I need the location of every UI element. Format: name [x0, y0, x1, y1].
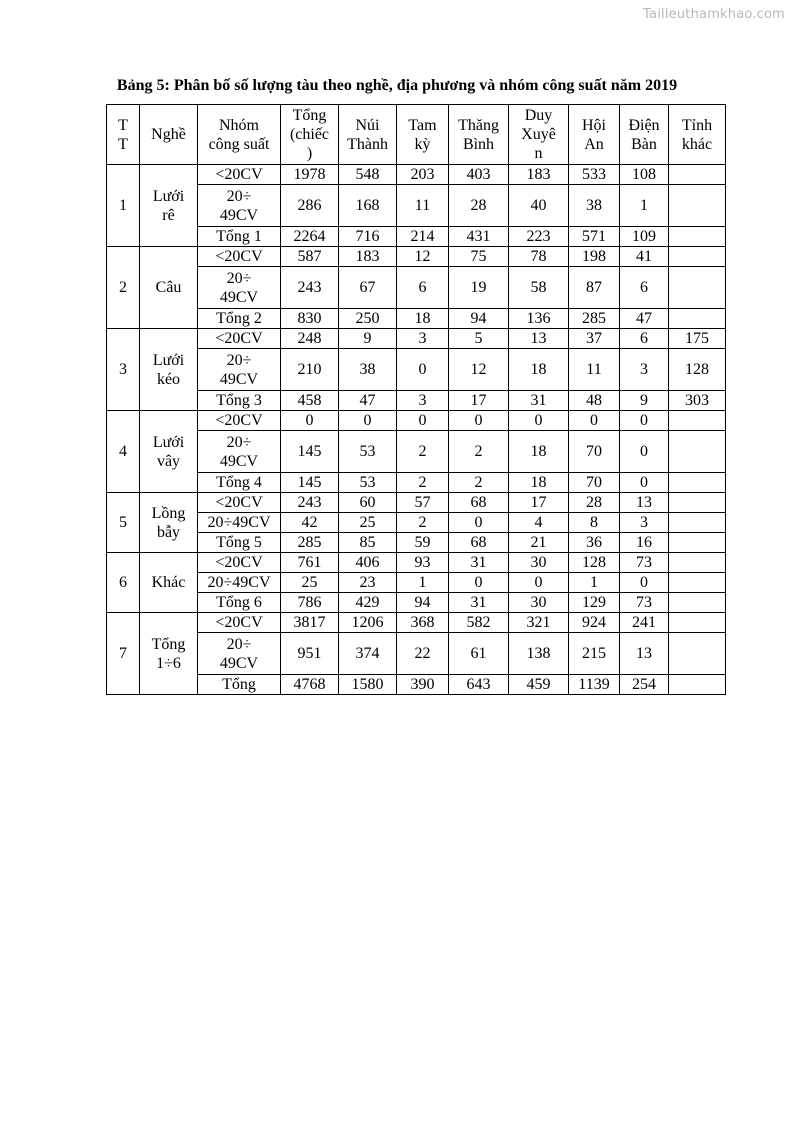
cell-hoi-an: 38: [569, 185, 620, 227]
cell-nhom-cong-suat: Tổng 2: [198, 309, 281, 329]
cell-nui-thanh: 0: [339, 411, 397, 431]
cell-nhom-cong-suat: 20÷ 49CV: [198, 633, 281, 675]
cell-tinh-khac: [669, 675, 726, 695]
cell-tong: 458: [281, 391, 339, 411]
cell-dien-ban: 6: [620, 329, 669, 349]
cell-hoi-an: 198: [569, 247, 620, 267]
cell-tong: 210: [281, 349, 339, 391]
cell-dien-ban: 73: [620, 593, 669, 613]
cell-nghe: Lồng bẫy: [140, 493, 198, 553]
cell-tam-ky: 214: [397, 227, 449, 247]
cell-tong: 2264: [281, 227, 339, 247]
cell-thang-binh: 68: [449, 533, 509, 553]
cell-duy-xuyen: 183: [509, 165, 569, 185]
cell-nhom-cong-suat: <20CV: [198, 493, 281, 513]
cell-nghe: Lưới vây: [140, 411, 198, 493]
cell-tam-ky: 1: [397, 573, 449, 593]
cell-nhom-cong-suat: 20÷49CV: [198, 573, 281, 593]
cell-thang-binh: 28: [449, 185, 509, 227]
vessel-distribution-table: [106, 104, 726, 695]
cell-thang-binh: 12: [449, 349, 509, 391]
cell-tong: 786: [281, 593, 339, 613]
cell-thang-binh: 403: [449, 165, 509, 185]
cell-nui-thanh: 23: [339, 573, 397, 593]
cell-duy-xuyen: 138: [509, 633, 569, 675]
header-thang-binh: Thăng Bình: [449, 105, 509, 165]
cell-dien-ban: 3: [620, 349, 669, 391]
cell-hoi-an: 11: [569, 349, 620, 391]
cell-nhom-cong-suat: <20CV: [198, 411, 281, 431]
cell-thang-binh: 2: [449, 431, 509, 473]
cell-duy-xuyen: 40: [509, 185, 569, 227]
cell-nui-thanh: 60: [339, 493, 397, 513]
cell-thang-binh: 0: [449, 513, 509, 533]
cell-nui-thanh: 250: [339, 309, 397, 329]
cell-hoi-an: 1139: [569, 675, 620, 695]
cell-duy-xuyen: 17: [509, 493, 569, 513]
cell-duy-xuyen: 0: [509, 573, 569, 593]
cell-nui-thanh: 47: [339, 391, 397, 411]
table-row: [107, 391, 726, 411]
cell-hoi-an: 285: [569, 309, 620, 329]
cell-nhom-cong-suat: <20CV: [198, 553, 281, 573]
cell-thang-binh: 2: [449, 473, 509, 493]
cell-tam-ky: 18: [397, 309, 449, 329]
cell-tinh-khac: [669, 309, 726, 329]
cell-tam-ky: 6: [397, 267, 449, 309]
cell-duy-xuyen: 18: [509, 473, 569, 493]
cell-hoi-an: 8: [569, 513, 620, 533]
cell-tam-ky: 0: [397, 411, 449, 431]
table-row: [107, 329, 726, 349]
cell-thang-binh: 0: [449, 573, 509, 593]
cell-nhom-cong-suat: 20÷ 49CV: [198, 267, 281, 309]
cell-tam-ky: 12: [397, 247, 449, 267]
cell-thang-binh: 19: [449, 267, 509, 309]
cell-dien-ban: 0: [620, 573, 669, 593]
cell-duy-xuyen: 31: [509, 391, 569, 411]
cell-thang-binh: 31: [449, 593, 509, 613]
header-row: [107, 105, 726, 165]
cell-tinh-khac: [669, 493, 726, 513]
cell-duy-xuyen: 58: [509, 267, 569, 309]
cell-tam-ky: 57: [397, 493, 449, 513]
table-row: [107, 309, 726, 329]
cell-tong: 761: [281, 553, 339, 573]
cell-nhom-cong-suat: 20÷ 49CV: [198, 431, 281, 473]
cell-nui-thanh: 1580: [339, 675, 397, 695]
cell-hoi-an: 533: [569, 165, 620, 185]
cell-tt: 4: [107, 411, 140, 493]
cell-duy-xuyen: 21: [509, 533, 569, 553]
cell-tinh-khac: [669, 573, 726, 593]
cell-duy-xuyen: 30: [509, 593, 569, 613]
cell-hoi-an: 70: [569, 431, 620, 473]
cell-duy-xuyen: 13: [509, 329, 569, 349]
cell-duy-xuyen: 78: [509, 247, 569, 267]
cell-dien-ban: 241: [620, 613, 669, 633]
cell-dien-ban: 73: [620, 553, 669, 573]
cell-hoi-an: 924: [569, 613, 620, 633]
cell-hoi-an: 37: [569, 329, 620, 349]
cell-thang-binh: 75: [449, 247, 509, 267]
cell-hoi-an: 129: [569, 593, 620, 613]
cell-tinh-khac: [669, 613, 726, 633]
cell-nhom-cong-suat: <20CV: [198, 165, 281, 185]
cell-tinh-khac: [669, 165, 726, 185]
cell-tong: 145: [281, 473, 339, 493]
cell-dien-ban: 109: [620, 227, 669, 247]
cell-nui-thanh: 183: [339, 247, 397, 267]
cell-tinh-khac: [669, 533, 726, 553]
cell-nhom-cong-suat: Tổng 5: [198, 533, 281, 553]
cell-thang-binh: 17: [449, 391, 509, 411]
cell-tam-ky: 3: [397, 329, 449, 349]
cell-duy-xuyen: 223: [509, 227, 569, 247]
cell-tinh-khac: [669, 431, 726, 473]
cell-nui-thanh: 548: [339, 165, 397, 185]
cell-tinh-khac: [669, 227, 726, 247]
table-row: [107, 613, 726, 633]
cell-nhom-cong-suat: Tổng 4: [198, 473, 281, 493]
cell-tam-ky: 2: [397, 473, 449, 493]
cell-duy-xuyen: 136: [509, 309, 569, 329]
table-row: [107, 573, 726, 593]
cell-tong: 951: [281, 633, 339, 675]
cell-dien-ban: 254: [620, 675, 669, 695]
cell-tong: 830: [281, 309, 339, 329]
cell-hoi-an: 48: [569, 391, 620, 411]
cell-dien-ban: 0: [620, 431, 669, 473]
cell-duy-xuyen: 459: [509, 675, 569, 695]
cell-tong: 243: [281, 493, 339, 513]
cell-tong: 243: [281, 267, 339, 309]
cell-nui-thanh: 374: [339, 633, 397, 675]
cell-tong: 286: [281, 185, 339, 227]
header-dien-ban: Điện Bàn: [620, 105, 669, 165]
cell-thang-binh: 94: [449, 309, 509, 329]
cell-nui-thanh: 53: [339, 473, 397, 493]
table-row: [107, 513, 726, 533]
table-row: [107, 473, 726, 493]
table-row: [107, 593, 726, 613]
cell-nhom-cong-suat: 20÷49CV: [198, 513, 281, 533]
cell-nhom-cong-suat: 20÷ 49CV: [198, 185, 281, 227]
cell-tinh-khac: [669, 593, 726, 613]
table-row: [107, 267, 726, 309]
cell-tinh-khac: 303: [669, 391, 726, 411]
cell-hoi-an: 28: [569, 493, 620, 513]
table-row: [107, 411, 726, 431]
cell-tam-ky: 93: [397, 553, 449, 573]
table-row: [107, 553, 726, 573]
cell-tong: 145: [281, 431, 339, 473]
header-nui-thanh: Núi Thành: [339, 105, 397, 165]
cell-tong: 1978: [281, 165, 339, 185]
cell-nhom-cong-suat: <20CV: [198, 329, 281, 349]
table-row: [107, 633, 726, 675]
cell-tinh-khac: [669, 185, 726, 227]
cell-hoi-an: 36: [569, 533, 620, 553]
cell-nghe: Câu: [140, 247, 198, 329]
table-row: [107, 247, 726, 267]
cell-dien-ban: 47: [620, 309, 669, 329]
table-row: [107, 675, 726, 695]
cell-tinh-khac: 128: [669, 349, 726, 391]
cell-tam-ky: 59: [397, 533, 449, 553]
cell-tinh-khac: [669, 553, 726, 573]
cell-tong: 25: [281, 573, 339, 593]
cell-tam-ky: 3: [397, 391, 449, 411]
cell-dien-ban: 0: [620, 473, 669, 493]
cell-tong: 285: [281, 533, 339, 553]
cell-tinh-khac: [669, 411, 726, 431]
cell-dien-ban: 6: [620, 267, 669, 309]
cell-tam-ky: 11: [397, 185, 449, 227]
cell-tinh-khac: [669, 247, 726, 267]
cell-nhom-cong-suat: 20÷ 49CV: [198, 349, 281, 391]
table-row: [107, 349, 726, 391]
cell-nui-thanh: 168: [339, 185, 397, 227]
cell-nui-thanh: 53: [339, 431, 397, 473]
cell-tam-ky: 0: [397, 349, 449, 391]
header-tong: Tổng (chiếc ): [281, 105, 339, 165]
cell-tt: 2: [107, 247, 140, 329]
header-hoi-an: Hội An: [569, 105, 620, 165]
cell-dien-ban: 1: [620, 185, 669, 227]
cell-nui-thanh: 429: [339, 593, 397, 613]
cell-tt: 5: [107, 493, 140, 553]
header-nghe: Nghề: [140, 105, 198, 165]
cell-nhom-cong-suat: Tổng 6: [198, 593, 281, 613]
cell-hoi-an: 87: [569, 267, 620, 309]
watermark: Tailieuthamkhao.com: [643, 7, 785, 22]
cell-tt: 6: [107, 553, 140, 613]
cell-tinh-khac: [669, 633, 726, 675]
cell-tong: 0: [281, 411, 339, 431]
cell-thang-binh: 61: [449, 633, 509, 675]
cell-dien-ban: 0: [620, 411, 669, 431]
cell-hoi-an: 0: [569, 411, 620, 431]
cell-tt: 3: [107, 329, 140, 411]
cell-duy-xuyen: 30: [509, 553, 569, 573]
table-row: [107, 431, 726, 473]
cell-nhom-cong-suat: <20CV: [198, 613, 281, 633]
cell-nhom-cong-suat: <20CV: [198, 247, 281, 267]
cell-tinh-khac: [669, 267, 726, 309]
cell-tong: 3817: [281, 613, 339, 633]
cell-dien-ban: 41: [620, 247, 669, 267]
cell-thang-binh: 5: [449, 329, 509, 349]
cell-nui-thanh: 9: [339, 329, 397, 349]
cell-dien-ban: 3: [620, 513, 669, 533]
cell-nghe: Lưới rê: [140, 165, 198, 247]
cell-nghe: Khác: [140, 553, 198, 613]
cell-tam-ky: 203: [397, 165, 449, 185]
cell-dien-ban: 13: [620, 493, 669, 513]
cell-dien-ban: 16: [620, 533, 669, 553]
cell-duy-xuyen: 18: [509, 431, 569, 473]
header-tam-ky: Tam kỳ: [397, 105, 449, 165]
cell-thang-binh: 31: [449, 553, 509, 573]
cell-thang-binh: 0: [449, 411, 509, 431]
cell-nghe: Tổng 1÷6: [140, 613, 198, 695]
cell-hoi-an: 128: [569, 553, 620, 573]
cell-tam-ky: 368: [397, 613, 449, 633]
cell-tong: 4768: [281, 675, 339, 695]
cell-tong: 248: [281, 329, 339, 349]
cell-hoi-an: 70: [569, 473, 620, 493]
header-duy-xuyen: Duy Xuyê n: [509, 105, 569, 165]
cell-thang-binh: 68: [449, 493, 509, 513]
cell-tam-ky: 390: [397, 675, 449, 695]
table-row: [107, 533, 726, 553]
cell-duy-xuyen: 321: [509, 613, 569, 633]
cell-nui-thanh: 67: [339, 267, 397, 309]
cell-nui-thanh: 85: [339, 533, 397, 553]
cell-nui-thanh: 406: [339, 553, 397, 573]
cell-tam-ky: 94: [397, 593, 449, 613]
header-nhom-cong-suat: Nhóm công suất: [198, 105, 281, 165]
cell-thang-binh: 431: [449, 227, 509, 247]
cell-tt: 1: [107, 165, 140, 247]
cell-tam-ky: 2: [397, 513, 449, 533]
cell-tinh-khac: 175: [669, 329, 726, 349]
cell-nui-thanh: 25: [339, 513, 397, 533]
cell-thang-binh: 643: [449, 675, 509, 695]
cell-nui-thanh: 1206: [339, 613, 397, 633]
header-tt: T T: [107, 105, 140, 165]
cell-dien-ban: 13: [620, 633, 669, 675]
cell-dien-ban: 9: [620, 391, 669, 411]
cell-tam-ky: 2: [397, 431, 449, 473]
cell-nhom-cong-suat: Tổng 1: [198, 227, 281, 247]
cell-duy-xuyen: 18: [509, 349, 569, 391]
table-caption: Bảng 5: Phân bố số lượng tàu theo nghề, địa phương và nhóm công suất năm 2019: [116, 77, 678, 94]
table-row: [107, 165, 726, 185]
cell-duy-xuyen: 4: [509, 513, 569, 533]
cell-thang-binh: 582: [449, 613, 509, 633]
cell-nui-thanh: 38: [339, 349, 397, 391]
cell-nui-thanh: 716: [339, 227, 397, 247]
cell-tinh-khac: [669, 513, 726, 533]
cell-nhom-cong-suat: Tổng 3: [198, 391, 281, 411]
table-row: [107, 185, 726, 227]
cell-hoi-an: 571: [569, 227, 620, 247]
cell-nghe: Lưới kéo: [140, 329, 198, 411]
cell-hoi-an: 215: [569, 633, 620, 675]
table-row: [107, 493, 726, 513]
table-row: [107, 227, 726, 247]
cell-nhom-cong-suat: Tổng: [198, 675, 281, 695]
cell-duy-xuyen: 0: [509, 411, 569, 431]
header-tinh-khac: Tỉnh khác: [669, 105, 726, 165]
cell-tong: 587: [281, 247, 339, 267]
cell-hoi-an: 1: [569, 573, 620, 593]
cell-tam-ky: 22: [397, 633, 449, 675]
cell-tt: 7: [107, 613, 140, 695]
cell-tinh-khac: [669, 473, 726, 493]
cell-tong: 42: [281, 513, 339, 533]
cell-dien-ban: 108: [620, 165, 669, 185]
